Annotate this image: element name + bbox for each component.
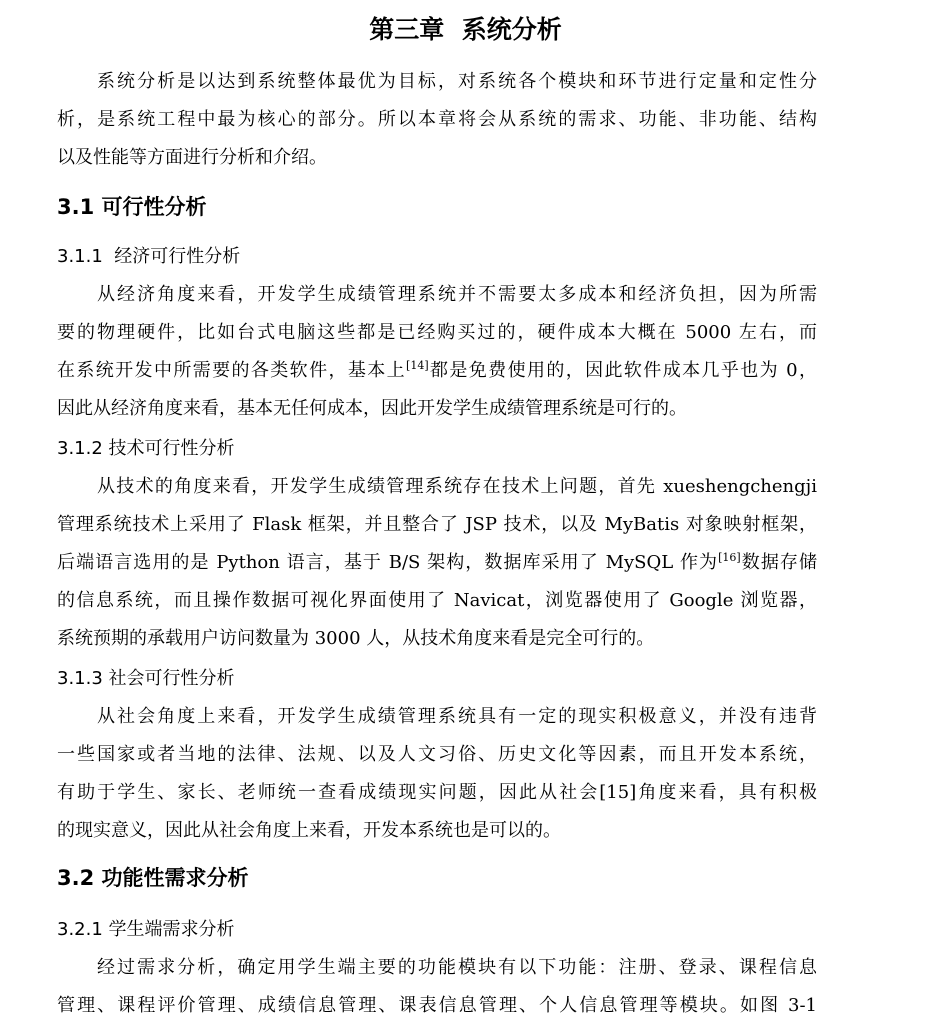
paragraph-line xyxy=(57,544,817,582)
subsection-heading-3-1-1: 3.1.1 经济可行性分析 xyxy=(57,246,241,267)
paragraph-line: 从经济角度来看，开发学生成绩管理系统并不需要太多成本和经济负担，因为所需 xyxy=(97,284,817,305)
subsection-heading-3-2-1: 3.2.1 学生端需求分析 xyxy=(57,919,235,940)
paragraph-line xyxy=(57,352,817,390)
paragraph-line: 因此从经济角度来看，基本无任何成本，因此开发学生成绩管理系统是可行的。 xyxy=(57,398,687,419)
chapter-title: 第三章 系统分析 xyxy=(369,15,562,44)
paragraph-line: 管理、课程评价管理、成绩信息管理、课表信息管理、个人信息管理等模块。如图 3-1 xyxy=(57,995,817,1016)
paragraph-3-1-3 xyxy=(57,698,817,850)
paragraph-text: 在系统开发中所需要的各类软件，基本上 xyxy=(57,360,407,381)
paragraph-line: 析，是系统工程中最为核心的部分。所以本章将会从系统的需求、功能、非功能、结构 xyxy=(57,109,817,130)
citation-ref: [16] xyxy=(718,551,741,564)
paragraph-3-2-1 xyxy=(57,949,817,1025)
paragraph-line: 要的物理硬件，比如台式电脑这些都是已经购买过的，硬件成本大概在 5000 左右，而 xyxy=(57,322,817,343)
paragraph-text: 后端语言选用的是 Python 语言，基于 B/S 架构，数据库采用了 MySQL 作为 xyxy=(57,552,719,573)
paragraph-line: 经过需求分析，确定用学生端主要的功能模块有以下功能：注册、登录、课程信息 xyxy=(97,957,817,978)
paragraph-3-1-1 xyxy=(57,276,817,428)
paragraph-line: 管理系统技术上采用了 Flask 框架，并且整合了 JSP 技术，以及 MyBatis 对象映射框架， xyxy=(57,514,817,535)
paragraph-line: 系统分析是以达到系统整体最优为目标，对系统各个模块和环节进行定量和定性分 xyxy=(97,71,817,92)
section-heading-3-2: 3.2 功能性需求分析 xyxy=(57,866,249,890)
paragraph-3-1-2 xyxy=(57,468,817,658)
subsection-heading-3-1-2: 3.1.2 技术可行性分析 xyxy=(57,438,235,459)
paragraph-line: 从社会角度上来看，开发学生成绩管理系统具有一定的现实积极意义，并没有违背 xyxy=(97,706,817,727)
citation-ref: [14] xyxy=(406,359,429,372)
paragraph-line: 从技术的角度来看，开发学生成绩管理系统存在技术上问题，首先 xueshengchengji xyxy=(97,476,817,497)
paragraph-line: 的信息系统，而且操作数据可视化界面使用了 Navicat，浏览器使用了 Google 浏览器， xyxy=(57,590,817,611)
subsection-heading-3-1-3: 3.1.3 社会可行性分析 xyxy=(57,668,235,689)
section-heading-3-1: 3.1 可行性分析 xyxy=(57,195,207,219)
paragraph-text: 都是免费使用的，因此软件成本几乎也为 0， xyxy=(428,360,817,381)
paragraph-line: 的现实意义，因此从社会角度上来看，开发本系统也是可以的。 xyxy=(57,820,561,841)
paragraph-line: 有助于学生、家长、老师统一查看成绩现实问题，因此从社会[15]角度来看，具有积极 xyxy=(57,782,817,803)
paragraph-line: 系统预期的承载用户访问数量为 3000 人，从技术角度来看是完全可行的。 xyxy=(57,628,655,649)
intro-paragraph xyxy=(57,63,817,177)
paragraph-text: 数据存储 xyxy=(740,552,818,573)
paragraph-line: 一些国家或者当地的法律、法规、以及人文习俗、历史文化等因素，而且开发本系统， xyxy=(57,744,817,765)
paragraph-line: 以及性能等方面进行分析和介绍。 xyxy=(57,147,327,168)
